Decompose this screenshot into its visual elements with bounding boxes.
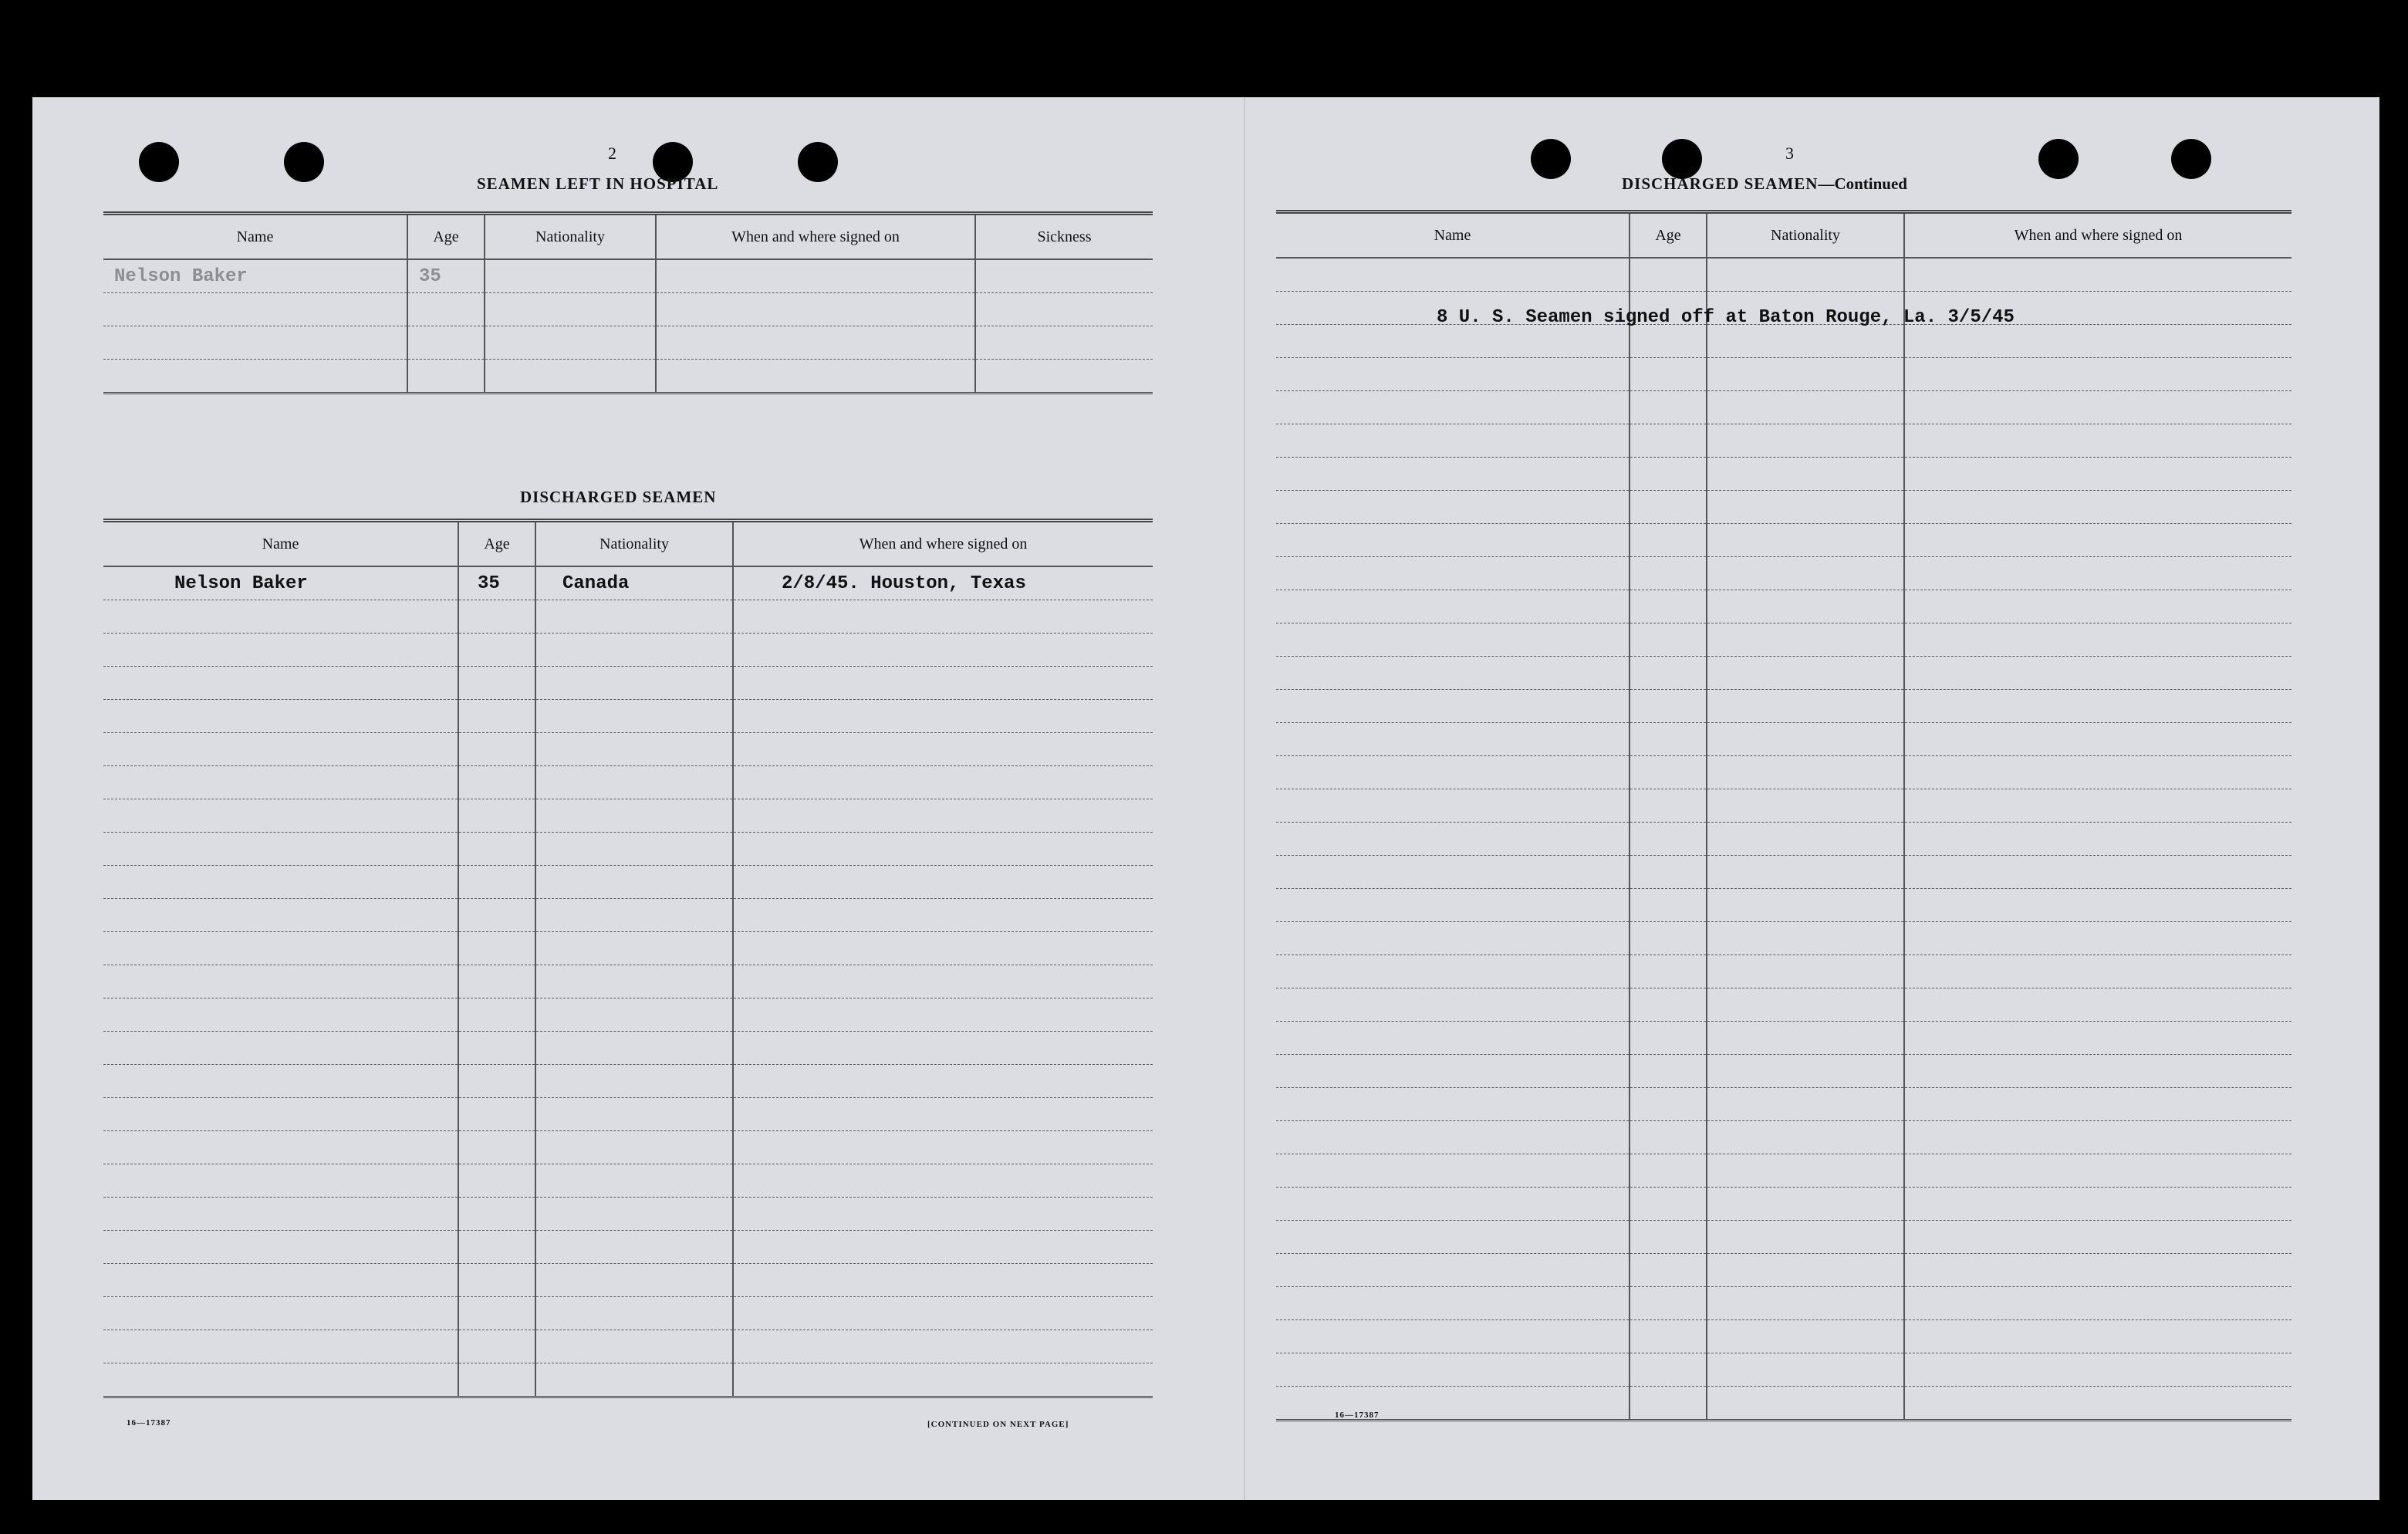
discharged-section-title: DISCHARGED SEAMEN: [520, 488, 717, 506]
discharged-table: [103, 519, 1153, 1398]
table-row: [1276, 1353, 2291, 1387]
table-row: [103, 1363, 1153, 1397]
table-row: [103, 733, 1153, 766]
table-row: [1276, 889, 2291, 922]
table-row: [103, 1231, 1153, 1264]
punch-hole: [2038, 139, 2079, 179]
table-row: [103, 899, 1153, 932]
table-row: [1276, 723, 2291, 756]
title-main: DISCHARGED SEAMEN: [1622, 174, 1819, 193]
column-header-name: Name: [1276, 212, 1630, 258]
column-header-signed-on: When and where signed on: [1904, 212, 2291, 258]
table-row: [1276, 1287, 2291, 1320]
table-row: [1276, 756, 2291, 789]
table-row: [1276, 823, 2291, 856]
table-row: [1276, 955, 2291, 988]
punch-hole: [798, 142, 838, 182]
table-row: [1276, 325, 2291, 358]
punch-hole: [1531, 139, 1571, 179]
table-row: [103, 1330, 1153, 1363]
table-row: [103, 1032, 1153, 1065]
table-row: [1276, 657, 2291, 690]
hospital-age-cell: 35: [407, 259, 485, 293]
table-row: [1276, 922, 2291, 955]
table-row: [1276, 690, 2291, 723]
table-row: [1276, 1188, 2291, 1221]
table-row: [103, 326, 1153, 360]
form-number: 16—17387: [1335, 1411, 1380, 1420]
left-page: [32, 97, 1244, 1500]
table-row: [1276, 391, 2291, 424]
column-header-nationality: Nationality: [535, 521, 733, 567]
table-row: [103, 634, 1153, 667]
table-row: [1276, 789, 2291, 823]
table-row: [1276, 458, 2291, 491]
table-row: [103, 833, 1153, 866]
table-row: [1276, 258, 2291, 292]
table-row: [1276, 1387, 2291, 1421]
table-row: [103, 700, 1153, 733]
table-row: [103, 998, 1153, 1032]
table-row: [103, 1297, 1153, 1330]
column-header-signed-on: When and where signed on: [656, 214, 975, 260]
page-number: 2: [608, 144, 616, 163]
hospital-name-cell: Nelson Baker: [103, 259, 407, 293]
table-row: [1276, 1055, 2291, 1088]
table-row: [1276, 1254, 2291, 1287]
column-header-name: Name: [103, 521, 458, 567]
column-header-nationality: Nationality: [1707, 212, 1904, 258]
table-row: [1276, 1154, 2291, 1188]
table-row: [103, 259, 1153, 293]
table-row: [103, 1131, 1153, 1164]
discharged-signed-on-cell: 2/8/45. Houston, Texas: [733, 566, 1153, 600]
discharged-continued-table: [1276, 210, 2291, 1421]
column-header-sickness: Sickness: [975, 214, 1153, 260]
table-row: [103, 1264, 1153, 1297]
discharged-continued-title: [1622, 174, 1907, 194]
discharged-nationality-cell: Canada: [535, 566, 733, 600]
document-sheet: [32, 97, 2379, 1500]
table-row: [103, 1164, 1153, 1198]
form-number: 16—17387: [127, 1418, 171, 1428]
table-row: [103, 965, 1153, 998]
table-row: [103, 766, 1153, 799]
continued-note: [CONTINUED ON NEXT PAGE]: [927, 1420, 1069, 1429]
column-header-age: Age: [407, 214, 485, 260]
table-row: [1276, 856, 2291, 889]
table-row: [103, 293, 1153, 326]
discharged-name-cell: Nelson Baker: [103, 566, 458, 600]
column-header-signed-on: When and where signed on: [733, 521, 1153, 567]
punch-hole: [2171, 139, 2211, 179]
column-header-age: Age: [1630, 212, 1707, 258]
table-row: [1276, 1221, 2291, 1254]
table-row: [1276, 557, 2291, 590]
table-row: [103, 1098, 1153, 1131]
table-row: [103, 667, 1153, 700]
table-row: [1276, 524, 2291, 557]
table-row: [1276, 1121, 2291, 1154]
punch-hole: [1662, 139, 1702, 179]
table-row: [1276, 1088, 2291, 1121]
typed-note: 8 U. S. Seamen signed off at Baton Rouge, La. 3/5/45: [1437, 307, 2015, 328]
table-row: [1276, 424, 2291, 458]
page-number: 3: [1785, 144, 1794, 163]
table-row: [1276, 988, 2291, 1022]
table-row: [103, 600, 1153, 634]
table-row: [103, 566, 1153, 600]
right-page: [1245, 97, 2379, 1500]
table-row: [1276, 590, 2291, 623]
table-row: [1276, 623, 2291, 657]
table-row: [103, 1198, 1153, 1231]
discharged-age-cell: 35: [458, 566, 535, 600]
hospital-section-title: SEAMEN LEFT IN HOSPITAL: [477, 174, 719, 193]
table-row: [1276, 491, 2291, 524]
table-row: [1276, 358, 2291, 391]
table-row: [103, 360, 1153, 394]
table-row: [103, 1065, 1153, 1098]
hospital-table: [103, 211, 1153, 394]
table-row: [103, 799, 1153, 833]
column-header-age: Age: [458, 521, 535, 567]
column-header-nationality: Nationality: [485, 214, 656, 260]
title-suffix: —Continued: [1818, 174, 1907, 193]
punch-hole: [139, 142, 179, 182]
table-row: [1276, 1320, 2291, 1353]
table-row: [103, 866, 1153, 899]
table-row: [1276, 1022, 2291, 1055]
column-header-name: Name: [103, 214, 407, 260]
punch-hole: [284, 142, 324, 182]
table-row: [103, 932, 1153, 965]
